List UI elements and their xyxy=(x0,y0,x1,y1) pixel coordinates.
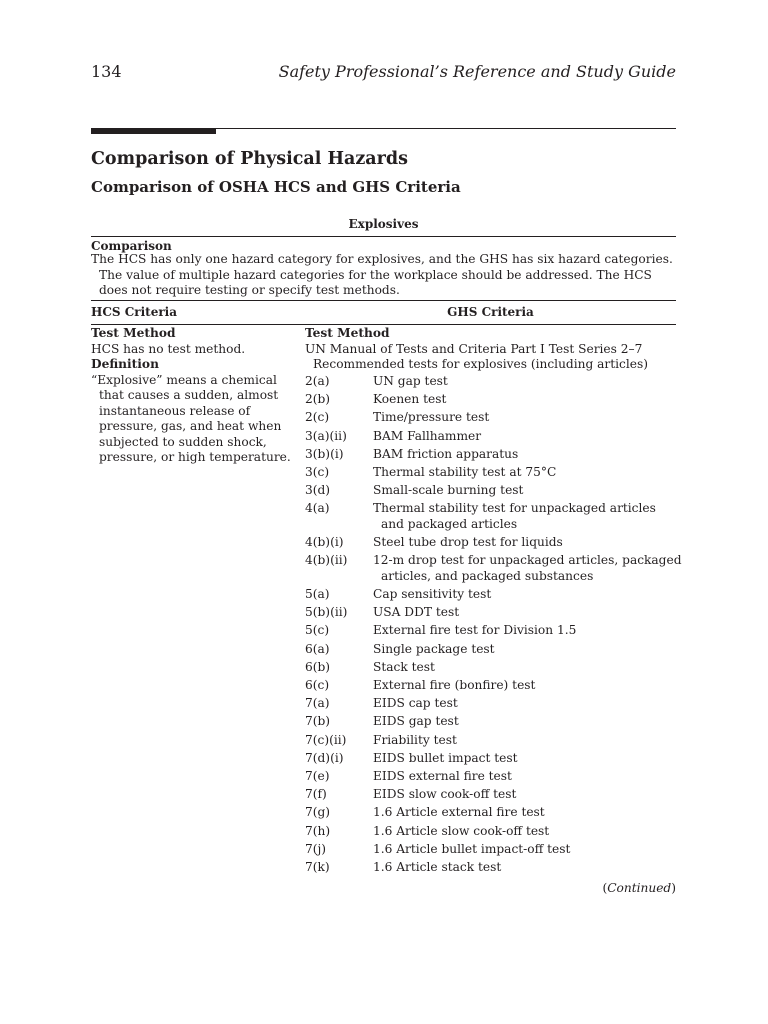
test-row xyxy=(305,623,677,641)
test-code: 7(h) xyxy=(305,823,331,838)
test-name-line: 12-m drop test for unpackaged articles, packaged xyxy=(373,553,682,568)
test-name xyxy=(373,447,677,465)
test-row xyxy=(305,410,677,428)
comparison-line: does not require testing or specify test methods. xyxy=(99,283,400,297)
test-code: 6(b) xyxy=(305,659,331,674)
ghs-test-method-intro xyxy=(305,326,648,373)
test-name xyxy=(373,860,677,878)
test-code: 4(b)(i) xyxy=(305,535,344,550)
test-row xyxy=(305,733,677,751)
test-name-line: Cap sensitivity test xyxy=(373,587,492,602)
ghs-column-heading: GHS Criteria xyxy=(447,305,534,319)
test-row xyxy=(305,429,677,447)
column-heading-rule xyxy=(91,324,676,325)
test-row xyxy=(305,605,677,623)
test-name xyxy=(373,642,677,660)
test-name-line: Thermal stability test for unpackaged articles xyxy=(373,501,656,516)
test-code: 7(j) xyxy=(305,841,327,856)
test-name-line: Thermal stability test at 75°C xyxy=(373,464,557,479)
test-code: 6(c) xyxy=(305,678,330,693)
test-code: 4(b)(ii) xyxy=(305,553,348,568)
test-code: 3(d) xyxy=(305,483,331,498)
test-row xyxy=(305,805,677,823)
comparison-line: The value of multiple hazard categories for the workplace should be addressed. The HCS xyxy=(99,267,652,282)
section-rule-thin xyxy=(216,128,676,129)
test-name-line: EIDS gap test xyxy=(373,714,459,729)
test-name-line: 1.6 Article slow cook-off test xyxy=(373,823,550,838)
test-code: 5(b)(ii) xyxy=(305,605,348,620)
test-name-line: External fire test for Division 1.5 xyxy=(373,623,577,638)
test-name xyxy=(373,535,677,553)
test-row xyxy=(305,696,677,714)
test-row xyxy=(305,751,677,769)
hcs-test-method-heading: Test Method xyxy=(91,326,176,340)
test-name xyxy=(373,392,677,410)
test-code: 7(k) xyxy=(305,859,330,874)
test-name xyxy=(373,769,677,787)
test-name-line: 1.6 Article external fire test xyxy=(373,805,545,820)
test-row xyxy=(305,787,677,805)
test-code: 7(g) xyxy=(305,805,331,820)
test-code: 7(f) xyxy=(305,787,327,802)
test-name xyxy=(373,678,677,696)
test-name-line: 1.6 Article stack test xyxy=(373,859,502,874)
test-row xyxy=(305,642,677,660)
comparison-heading: Comparison xyxy=(91,239,172,253)
test-name-line: EIDS external fire test xyxy=(373,768,512,783)
test-code: 3(a)(ii) xyxy=(305,428,347,443)
table-title: Explosives xyxy=(348,217,419,231)
ghs-intro-line: Recommended tests for explosives (including articles) xyxy=(313,357,648,371)
hcs-criteria-column xyxy=(91,326,296,466)
test-name-line: 1.6 Article bullet impact-off test xyxy=(373,841,571,856)
test-name xyxy=(373,660,677,678)
ghs-intro-line: UN Manual of Tests and Criteria Part I Test Series 2–7 xyxy=(305,341,643,356)
test-row xyxy=(305,714,677,732)
test-name xyxy=(373,587,677,605)
test-name-line: Stack test xyxy=(373,659,435,674)
test-name-line: Time/pressure test xyxy=(373,410,490,425)
test-row xyxy=(305,678,677,696)
test-name xyxy=(373,410,677,428)
test-row xyxy=(305,374,677,392)
test-name xyxy=(373,501,677,535)
definition-line: instantaneous release of xyxy=(99,403,251,418)
section-rule-thick xyxy=(91,128,216,134)
hcs-column-heading: HCS Criteria xyxy=(91,305,177,319)
test-row xyxy=(305,483,677,501)
continued-note: (Continued) xyxy=(602,881,676,895)
test-code: 7(b) xyxy=(305,714,331,729)
ghs-test-list xyxy=(305,374,682,878)
test-name xyxy=(373,429,677,447)
test-code: 5(c) xyxy=(305,623,330,638)
test-name xyxy=(373,714,677,732)
test-name-line: UN gap test xyxy=(373,374,448,388)
test-row xyxy=(305,860,677,878)
test-row xyxy=(305,392,677,410)
test-code: 6(a) xyxy=(305,641,330,656)
test-name xyxy=(373,374,677,392)
test-code: 3(c) xyxy=(305,464,330,479)
test-name xyxy=(373,623,677,641)
test-row xyxy=(305,465,677,483)
section-title: Comparison of Physical Hazards xyxy=(91,149,408,169)
test-row xyxy=(305,553,682,587)
test-name xyxy=(373,483,677,501)
test-code: 7(c)(ii) xyxy=(305,732,347,747)
comparison-line: The HCS has only one hazard category for explosives, and the GHS has six hazard categories. xyxy=(91,252,673,266)
running-header-title: Safety Professional’s Reference and Study Guide xyxy=(278,62,676,81)
test-name-line: EIDS bullet impact test xyxy=(373,750,518,765)
table-top-rule xyxy=(91,236,676,237)
test-code: 7(e) xyxy=(305,768,330,783)
test-row xyxy=(305,824,677,842)
test-name xyxy=(373,824,677,842)
test-name-line: articles, and packaged substances xyxy=(381,568,594,583)
test-code: 7(d)(i) xyxy=(305,750,344,765)
test-name-line: Single package test xyxy=(373,641,495,656)
test-code: 2(b) xyxy=(305,392,331,407)
definition-line: pressure, or high temperature. xyxy=(99,450,291,464)
continued-label: Continued xyxy=(607,881,672,895)
test-row xyxy=(305,842,677,860)
test-name-line: USA DDT test xyxy=(373,605,460,620)
test-code: 7(a) xyxy=(305,696,330,711)
hcs-test-method-text: HCS has no test method. xyxy=(91,341,246,356)
test-row xyxy=(305,587,677,605)
definition-line: subjected to sudden shock, xyxy=(99,434,267,449)
test-code: 4(a) xyxy=(305,501,330,516)
page-number: 134 xyxy=(91,62,122,81)
test-row xyxy=(305,447,677,465)
test-code: 3(b)(i) xyxy=(305,446,344,461)
test-name xyxy=(373,787,677,805)
test-name-line: EIDS cap test xyxy=(373,696,458,711)
comparison-rule xyxy=(91,300,676,301)
definition-line: that causes a sudden, almost xyxy=(99,388,279,402)
test-name-line: Friability test xyxy=(373,732,457,747)
definition-line: “Explosive” means a chemical xyxy=(91,372,277,387)
subsection-title: Comparison of OSHA HCS and GHS Criteria xyxy=(91,178,461,196)
test-name xyxy=(373,751,677,769)
ghs-test-method-heading: Test Method xyxy=(305,326,390,340)
test-name xyxy=(373,553,682,587)
test-name-line: Steel tube drop test for liquids xyxy=(373,535,563,550)
test-name-line: Small-scale burning test xyxy=(373,483,524,498)
test-name xyxy=(373,733,677,751)
test-name xyxy=(373,696,677,714)
test-row xyxy=(305,660,677,678)
test-name xyxy=(373,805,677,823)
hcs-definition-heading: Definition xyxy=(91,357,159,371)
test-name-line: and packaged articles xyxy=(381,516,518,531)
test-row xyxy=(305,769,677,787)
test-row xyxy=(305,501,677,535)
comparison-text xyxy=(91,252,676,299)
test-code: 5(a) xyxy=(305,587,330,602)
test-name xyxy=(373,465,677,483)
test-code: 2(a) xyxy=(305,374,330,388)
test-row xyxy=(305,535,677,553)
test-name-line: External fire (bonfire) test xyxy=(373,678,536,693)
test-name xyxy=(373,842,677,860)
test-name-line: EIDS slow cook-off test xyxy=(373,787,517,802)
test-name xyxy=(373,605,677,623)
test-name-line: BAM friction apparatus xyxy=(373,446,519,461)
test-name-line: BAM Fallhammer xyxy=(373,428,482,443)
definition-line: pressure, gas, and heat when xyxy=(99,419,282,433)
test-name-line: Koenen test xyxy=(373,392,447,407)
test-code: 2(c) xyxy=(305,410,330,425)
